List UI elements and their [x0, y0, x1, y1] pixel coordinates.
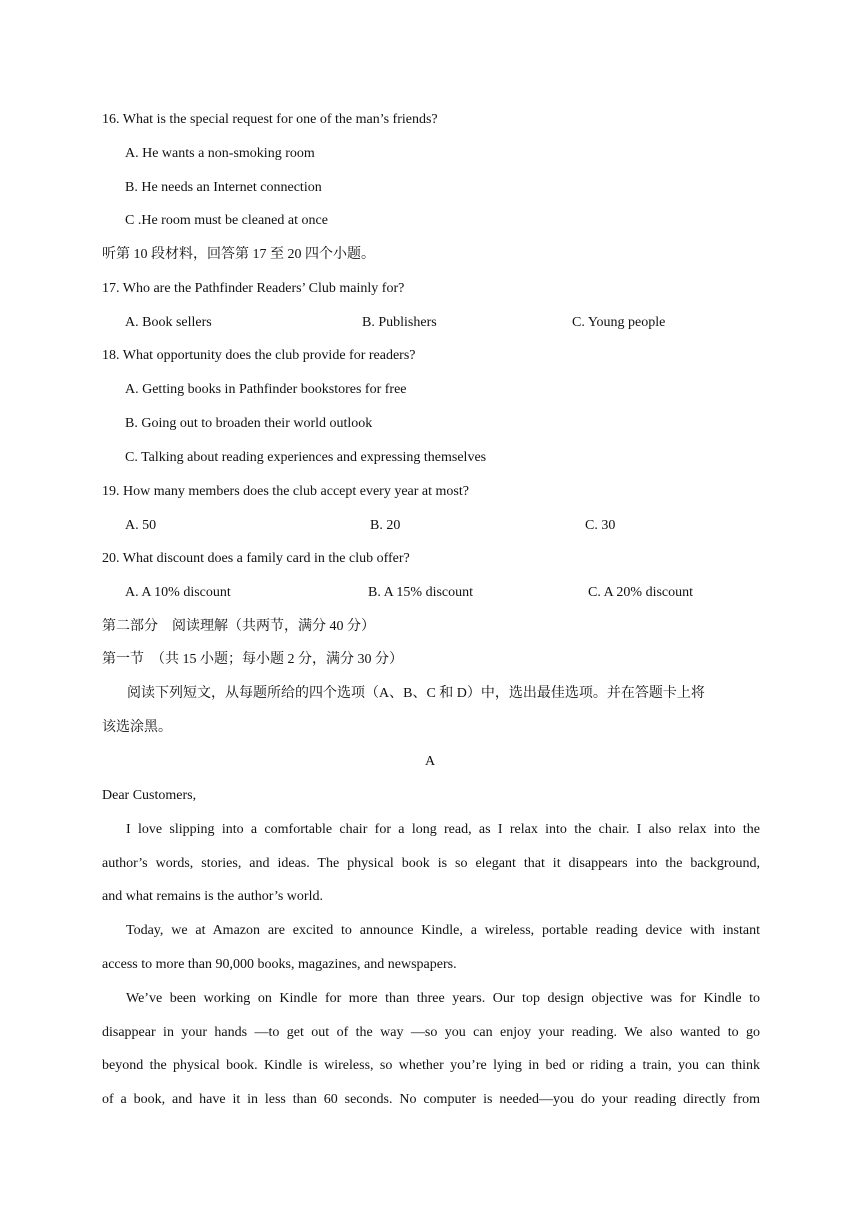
- paragraph-3-line-3: beyond the physical book. Kindle is wireless, so whether you’re lying in bed or riding a train, you can think: [102, 1058, 760, 1073]
- reading-instruction-line-2: 该选涂黑。: [102, 720, 172, 735]
- question-20-option-a: A. A 10% discount: [125, 585, 231, 600]
- question-17-option-a: A. Book sellers: [125, 315, 212, 330]
- question-18-stem: 18. What opportunity does the club provide for readers?: [102, 348, 416, 363]
- question-16-stem: 16. What is the special request for one of the man’s friends?: [102, 112, 438, 127]
- question-20-option-b: B. A 15% discount: [368, 585, 474, 600]
- paragraph-2-line-2: access to more than 90,000 books, magazines, and newspapers.: [102, 957, 457, 972]
- question-18-option-b: B. Going out to broaden their world outlook: [125, 416, 373, 431]
- question-17-option-c: C. Young people: [572, 315, 666, 330]
- letter-salutation: Dear Customers,: [102, 788, 197, 803]
- question-16-option-a: A. He wants a non-smoking room: [125, 146, 315, 161]
- paragraph-1-line-1: I love slipping into a comfortable chair for a long read, as I relax into the chair. I also relax into the: [126, 822, 760, 837]
- question-17-option-b: B. Publishers: [362, 315, 437, 330]
- question-19-stem: 19. How many members does the club accept every year at most?: [102, 484, 469, 499]
- question-17-stem: 17. Who are the Pathfinder Readers’ Club mainly for?: [102, 281, 405, 296]
- section-10-instruction: 听第 10 段材料，回答第 17 至 20 四个小题。: [102, 247, 375, 262]
- question-20-stem: 20. What discount does a family card in the club offer?: [102, 551, 410, 566]
- question-20-option-c: C. A 20% discount: [588, 585, 694, 600]
- paragraph-3-line-2: disappear in your hands —to get out of the way —so you can enjoy your reading. We also wanted to go: [102, 1025, 760, 1040]
- question-18-option-a: A. Getting books in Pathfinder bookstores for free: [125, 382, 407, 397]
- question-16-option-c: C .He room must be cleaned at once: [125, 213, 328, 228]
- reading-instruction-line-1: 阅读下列短文，从每题所给的四个选项（A、B、C 和 D）中，选出最佳选项。并在答题卡上将: [127, 686, 705, 701]
- question-17-options: [0, 314, 860, 332]
- question-18-option-c: C. Talking about reading experiences and expressing themselves: [125, 450, 487, 465]
- question-19-option-c: C. 30: [585, 518, 616, 533]
- question-19-options: [0, 517, 860, 535]
- part-2-heading: 第二部分 阅读理解（共两节，满分 40 分）: [102, 619, 375, 634]
- question-20-options: [0, 584, 860, 602]
- question-16-option-b: B. He needs an Internet connection: [125, 180, 322, 195]
- paragraph-1-line-2: author’s words, stories, and ideas. The physical book is so elegant that it disappears into the background,: [102, 856, 760, 871]
- paragraph-1-line-3: and what remains is the author’s world.: [102, 889, 323, 904]
- paragraph-2-line-1: Today, we at Amazon are excited to announce Kindle, a wireless, portable reading device with instant: [126, 923, 760, 938]
- section-1-heading: 第一节 （共 15 小题；每小题 2 分，满分 30 分）: [102, 652, 403, 667]
- question-19-option-a: A. 50: [125, 518, 157, 533]
- question-19-option-b: B. 20: [370, 518, 401, 533]
- passage-label: A: [424, 754, 436, 769]
- paragraph-3-line-1: We’ve been working on Kindle for more than three years. Our top design objective was for Kindle to: [126, 991, 760, 1006]
- paragraph-3-line-4: of a book, and have it in less than 60 seconds. No computer is needed—you do your reading directly from: [102, 1092, 760, 1107]
